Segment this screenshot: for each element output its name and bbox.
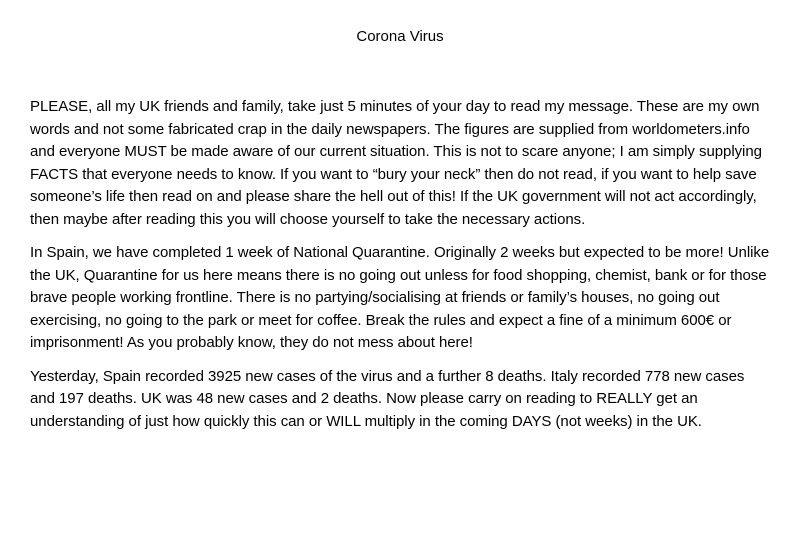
paragraph-appeal: PLEASE, all my UK friends and family, take just 5 minutes of your day to read my message. These are my own words and not some fabricated crap in the daily newspapers. The figures are supplied from worldometers.info and everyone MUST be made aware of our current situation. This is not to scare anyone; I am simply supplying FACTS that everyone needs to know. If you want to “bury your neck” then do not read, if you want to help save someone’s life then read on and please share the hell out of this! If the UK government will not act accordingly, then maybe after reading this you will choose yourself to take the necessary actions. <box>30 98 762 228</box>
document-title: Corona Virus <box>356 28 444 45</box>
paragraph-spain-quarantine: In Spain, we have completed 1 week of National Quarantine. Originally 2 weeks but expected to be more! Unlike the UK, Quarantine for us here means there is no going out unless for food shopping, chemist, bank or for those brave people working frontline. There is no partying/socialising at friends or family’s houses, no going out exercising, no going to the park or meet for coffee. Break the rules and expect a fine of a minimum 600€ or imprisonment! As you probably know, they do not mess about here! <box>30 244 770 351</box>
paragraph-case-figures: Yesterday, Spain recorded 3925 new cases of the virus and a further 8 deaths. Italy recorded 778 new cases and 197 deaths. UK was 48 new cases and 2 deaths. Now please carry on reading to REALLY get an understanding of just how quickly this can or WILL multiply in the coming DAYS (not weeks) in the UK. <box>30 367 745 430</box>
document-body <box>30 96 772 444</box>
